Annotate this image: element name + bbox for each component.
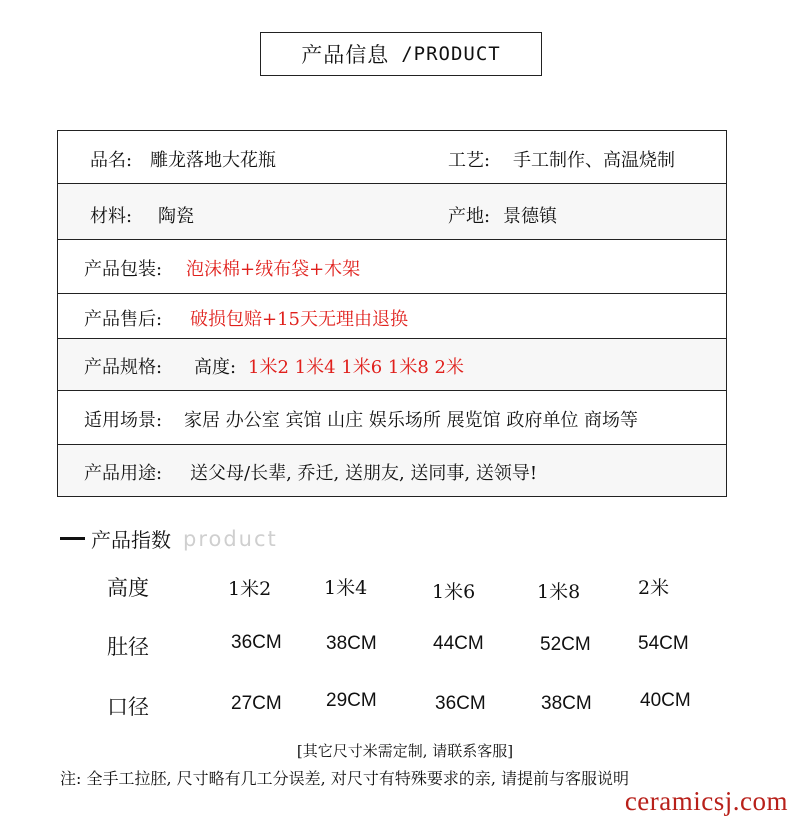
heading-dash bbox=[60, 537, 85, 540]
origin-label: 产地: bbox=[448, 206, 491, 227]
height-label: 高度 bbox=[107, 576, 149, 600]
use-value: 送父母/长辈, 乔迁, 送朋友, 送同事, 送领导! bbox=[190, 463, 538, 484]
aftersale-label: 产品售后: bbox=[84, 309, 163, 330]
origin-value: 景德镇 bbox=[503, 206, 557, 227]
belly-value: 52CM bbox=[540, 634, 591, 655]
spec-sub-label: 高度: bbox=[194, 357, 237, 378]
info-row-scene bbox=[58, 390, 726, 444]
disclaimer-note: 注: 全手工拉胚, 尺寸略有几工分误差, 对尺寸有特殊要求的亲, 请提前与客服说明 bbox=[60, 769, 629, 788]
craft-label: 工艺: bbox=[448, 150, 491, 171]
scene-label: 适用场景: bbox=[84, 410, 163, 431]
spec-label: 产品规格: bbox=[84, 357, 163, 378]
belly-value: 54CM bbox=[638, 633, 689, 654]
info-row-aftersale bbox=[58, 293, 726, 338]
info-row-material bbox=[58, 183, 726, 239]
scene-value: 家居 办公室 宾馆 山庄 娱乐场所 展览馆 政府单位 商场等 bbox=[184, 410, 639, 431]
mouth-value: 38CM bbox=[541, 693, 592, 714]
mouth-value: 36CM bbox=[435, 693, 486, 714]
custom-size-note: [其它尺寸米需定制, 请联系客服] bbox=[296, 742, 514, 760]
belly-value: 44CM bbox=[433, 633, 484, 654]
aftersale-value: 破损包赔+15天无理由退换 bbox=[190, 309, 408, 330]
height-value: 1米4 bbox=[324, 577, 368, 599]
belly-value: 36CM bbox=[231, 632, 282, 653]
spec-value: 1米2 1米4 1米6 1米8 2米 bbox=[248, 357, 464, 378]
info-row-name bbox=[58, 131, 726, 183]
craft-value: 手工制作、高温烧制 bbox=[513, 150, 675, 171]
name-value: 雕龙落地大花瓶 bbox=[150, 150, 276, 171]
height-value: 1米6 bbox=[432, 581, 476, 603]
product-index-heading bbox=[60, 524, 278, 553]
section-title bbox=[260, 32, 542, 76]
belly-label: 肚径 bbox=[107, 635, 149, 659]
mouth-label: 口径 bbox=[107, 695, 149, 719]
section-title-cn: 产品信息 bbox=[301, 43, 390, 67]
package-value: 泡沫棉+绒布袋+木架 bbox=[186, 259, 361, 280]
height-value: 1米2 bbox=[228, 578, 272, 600]
info-row-use bbox=[58, 444, 726, 496]
package-label: 产品包装: bbox=[84, 259, 163, 280]
section-title-en: /PRODUCT bbox=[401, 43, 501, 65]
material-value: 陶瓷 bbox=[158, 206, 194, 227]
watermark: ceramicsj.com bbox=[624, 786, 788, 816]
name-label: 品名: bbox=[90, 150, 133, 171]
info-row-spec bbox=[58, 338, 726, 390]
mouth-value: 27CM bbox=[231, 693, 282, 714]
mouth-value: 29CM bbox=[326, 690, 377, 711]
use-label: 产品用途: bbox=[84, 463, 163, 484]
index-title-cn: 产品指数 bbox=[91, 528, 171, 552]
material-label: 材料: bbox=[90, 206, 133, 227]
height-value: 2米 bbox=[638, 577, 670, 599]
product-info-table bbox=[57, 130, 727, 497]
info-row-package bbox=[58, 239, 726, 293]
height-value: 1米8 bbox=[537, 581, 581, 603]
mouth-value: 40CM bbox=[640, 690, 691, 711]
belly-value: 38CM bbox=[326, 633, 377, 654]
index-title-en: product bbox=[183, 526, 278, 551]
